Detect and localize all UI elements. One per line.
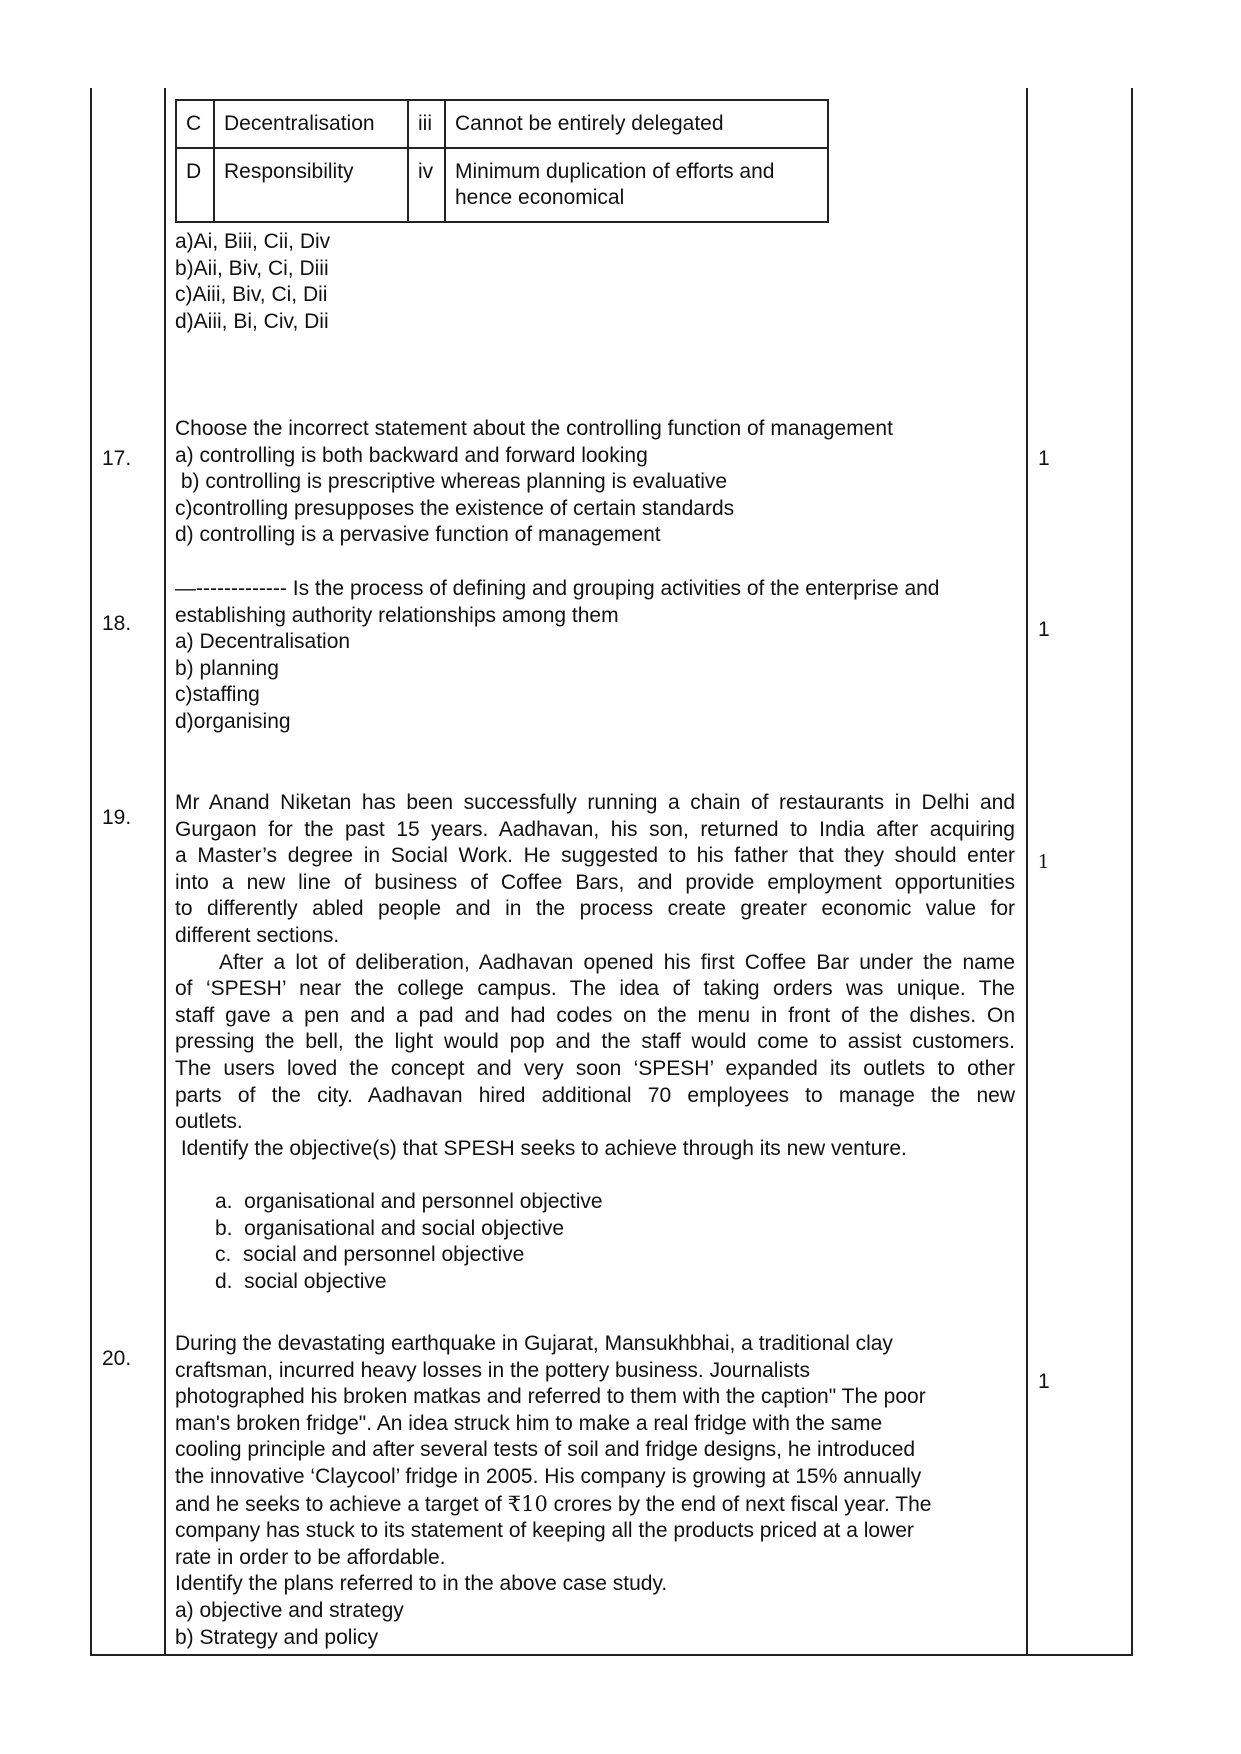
q17-marks: 1 [1038, 447, 1050, 470]
q19-para1-line: Mr Anand Niketan has been successfully running a chain of restaurants in Delhi and [175, 791, 1015, 814]
q20-marks: 1 [1038, 1370, 1050, 1393]
rupee-amount: ₹10 [507, 1491, 548, 1516]
q20-line: and he seeks to achieve a target of ₹10 crores by the end of next fiscal year. The [175, 1491, 932, 1516]
q18-block [175, 576, 1015, 736]
q19-para1-line: into a new line of business of Coffee Bars, and provide employment opportunities [175, 870, 1015, 894]
q18-stem-line: establishing authority relationships among them [175, 603, 619, 627]
list-item: c)controlling presupposes the existence of certain standards [175, 496, 735, 520]
list-item: c)staffing [175, 683, 260, 707]
q20-line: man's broken fridge". An idea struck him to make a real fridge with the same [175, 1411, 883, 1435]
q20-line: photographed his broken matkas and referred to them with the caption" The poor [175, 1385, 926, 1409]
list-item: d)organising [175, 709, 291, 733]
list-item: a) Decentralisation [175, 630, 351, 654]
q19-para2-line: pressing the bell, the light would pop and the staff would come to assist customers. [175, 1030, 1015, 1054]
list-item: d. social objective [215, 1269, 387, 1293]
q18-stem-line: —------------- Is the process of defining and grouping activities of the enterprise and [175, 577, 940, 600]
list-item: a)Ai, Biii, Cii, Div [175, 230, 331, 253]
q19-para2-line: After a lot of deliberation, Aadhavan opened his first Coffee Bar under the name [219, 950, 1015, 974]
table-row [176, 100, 828, 148]
row-letter: C [176, 100, 214, 148]
q19-para2-line: staff gave a pen and a pad and had codes on the menu in front of the dishes. On [175, 1003, 1015, 1027]
q19-block [175, 790, 1015, 1162]
frame-bottom-border [90, 1654, 1133, 1656]
q20-line: craftsman, incurred heavy losses in the pottery business. Journalists [175, 1358, 810, 1382]
q19-para2-line: parts of the city. Aadhavan hired additional 70 employees to manage the new [175, 1083, 1015, 1107]
q20-number: 20. [102, 1347, 132, 1370]
list-item: c. social and personnel objective [215, 1243, 525, 1267]
frame-right-border [1131, 88, 1133, 1656]
q19-para1-line: a Master’s degree in Social Work. He suggested to his father that they should enter [175, 844, 1015, 868]
q19-question: Identify the objective(s) that SPESH seeks to achieve through its new venture. [175, 1136, 907, 1160]
list-item: b)Aii, Biv, Ci, Diii [175, 256, 329, 280]
q19-para2-line: of ‘SPESH’ near the college campus. The idea of taking orders was unique. The [175, 977, 1015, 1001]
row-term: Decentralisation [214, 100, 408, 148]
list-item: a) controlling is both backward and forward looking [175, 443, 648, 467]
list-item: d)Aiii, Bi, Civ, Dii [175, 309, 329, 333]
q20-line: company has stuck to its statement of keeping all the products priced at a lower [175, 1519, 914, 1543]
row-term: Responsibility [214, 148, 408, 222]
q19-para1-line: Gurgaon for the past 15 years. Aadhavan, his son, returned to India after acquiring [175, 817, 1015, 841]
q20-line: the innovative ‘Claycool’ fridge in 2005. His company is growing at 15% annually [175, 1464, 922, 1488]
list-item: a) objective and strategy [175, 1598, 404, 1622]
q19-para2-line: outlets. [175, 1110, 243, 1134]
q18-number: 18. [102, 612, 132, 635]
q19-options [175, 1189, 1015, 1295]
row-roman: iv [408, 148, 445, 222]
list-item: b) controlling is prescriptive whereas planning is evaluative [175, 470, 728, 494]
list-item: d) controlling is a pervasive function of management [175, 523, 661, 547]
list-item: b) Strategy and policy [175, 1625, 379, 1649]
q20-line: cooling principle and after several tests of soil and fridge designs, he introduced [175, 1438, 916, 1462]
frame-marks-column-border [1026, 88, 1028, 1656]
row-description: Minimum duplication of efforts and hence economical [445, 148, 828, 222]
frame-left-border [90, 88, 92, 1656]
q19-number: 19. [102, 806, 132, 829]
q20-block [175, 1331, 1015, 1651]
frame-number-column-border [164, 88, 166, 1656]
list-item: a. organisational and personnel objective [215, 1190, 603, 1213]
q20-line: Identify the plans referred to in the above case study. [175, 1572, 668, 1596]
list-item: c)Aiii, Biv, Ci, Dii [175, 283, 328, 307]
q17-block [175, 416, 1015, 549]
list-item: b) planning [175, 656, 279, 680]
list-item: b. organisational and social objective [215, 1216, 565, 1240]
q19-para2-line: The users loved the concept and very soon ‘SPESH’ expanded its outlets to other [175, 1056, 1015, 1080]
q16-options [175, 229, 1015, 335]
row-description: Cannot be entirely delegated [445, 100, 828, 148]
q20-line: During the devastating earthquake in Gujarat, Mansukhbhai, a traditional clay [175, 1332, 893, 1355]
q17-stem: Choose the incorrect statement about the controlling function of management [175, 417, 893, 440]
matching-table [175, 99, 829, 223]
q17-number: 17. [102, 447, 132, 470]
q18-marks: 1 [1038, 618, 1050, 641]
q19-para1-line: different sections. [175, 923, 340, 947]
q19-para1-line: to differently abled people and in the process create greater economic value for [175, 897, 1015, 921]
table-row [176, 148, 828, 222]
row-roman: iii [408, 100, 445, 148]
q20-line: rate in order to be affordable. [175, 1545, 446, 1569]
q19-marks: 1 [1038, 849, 1049, 873]
row-letter: D [176, 148, 214, 222]
